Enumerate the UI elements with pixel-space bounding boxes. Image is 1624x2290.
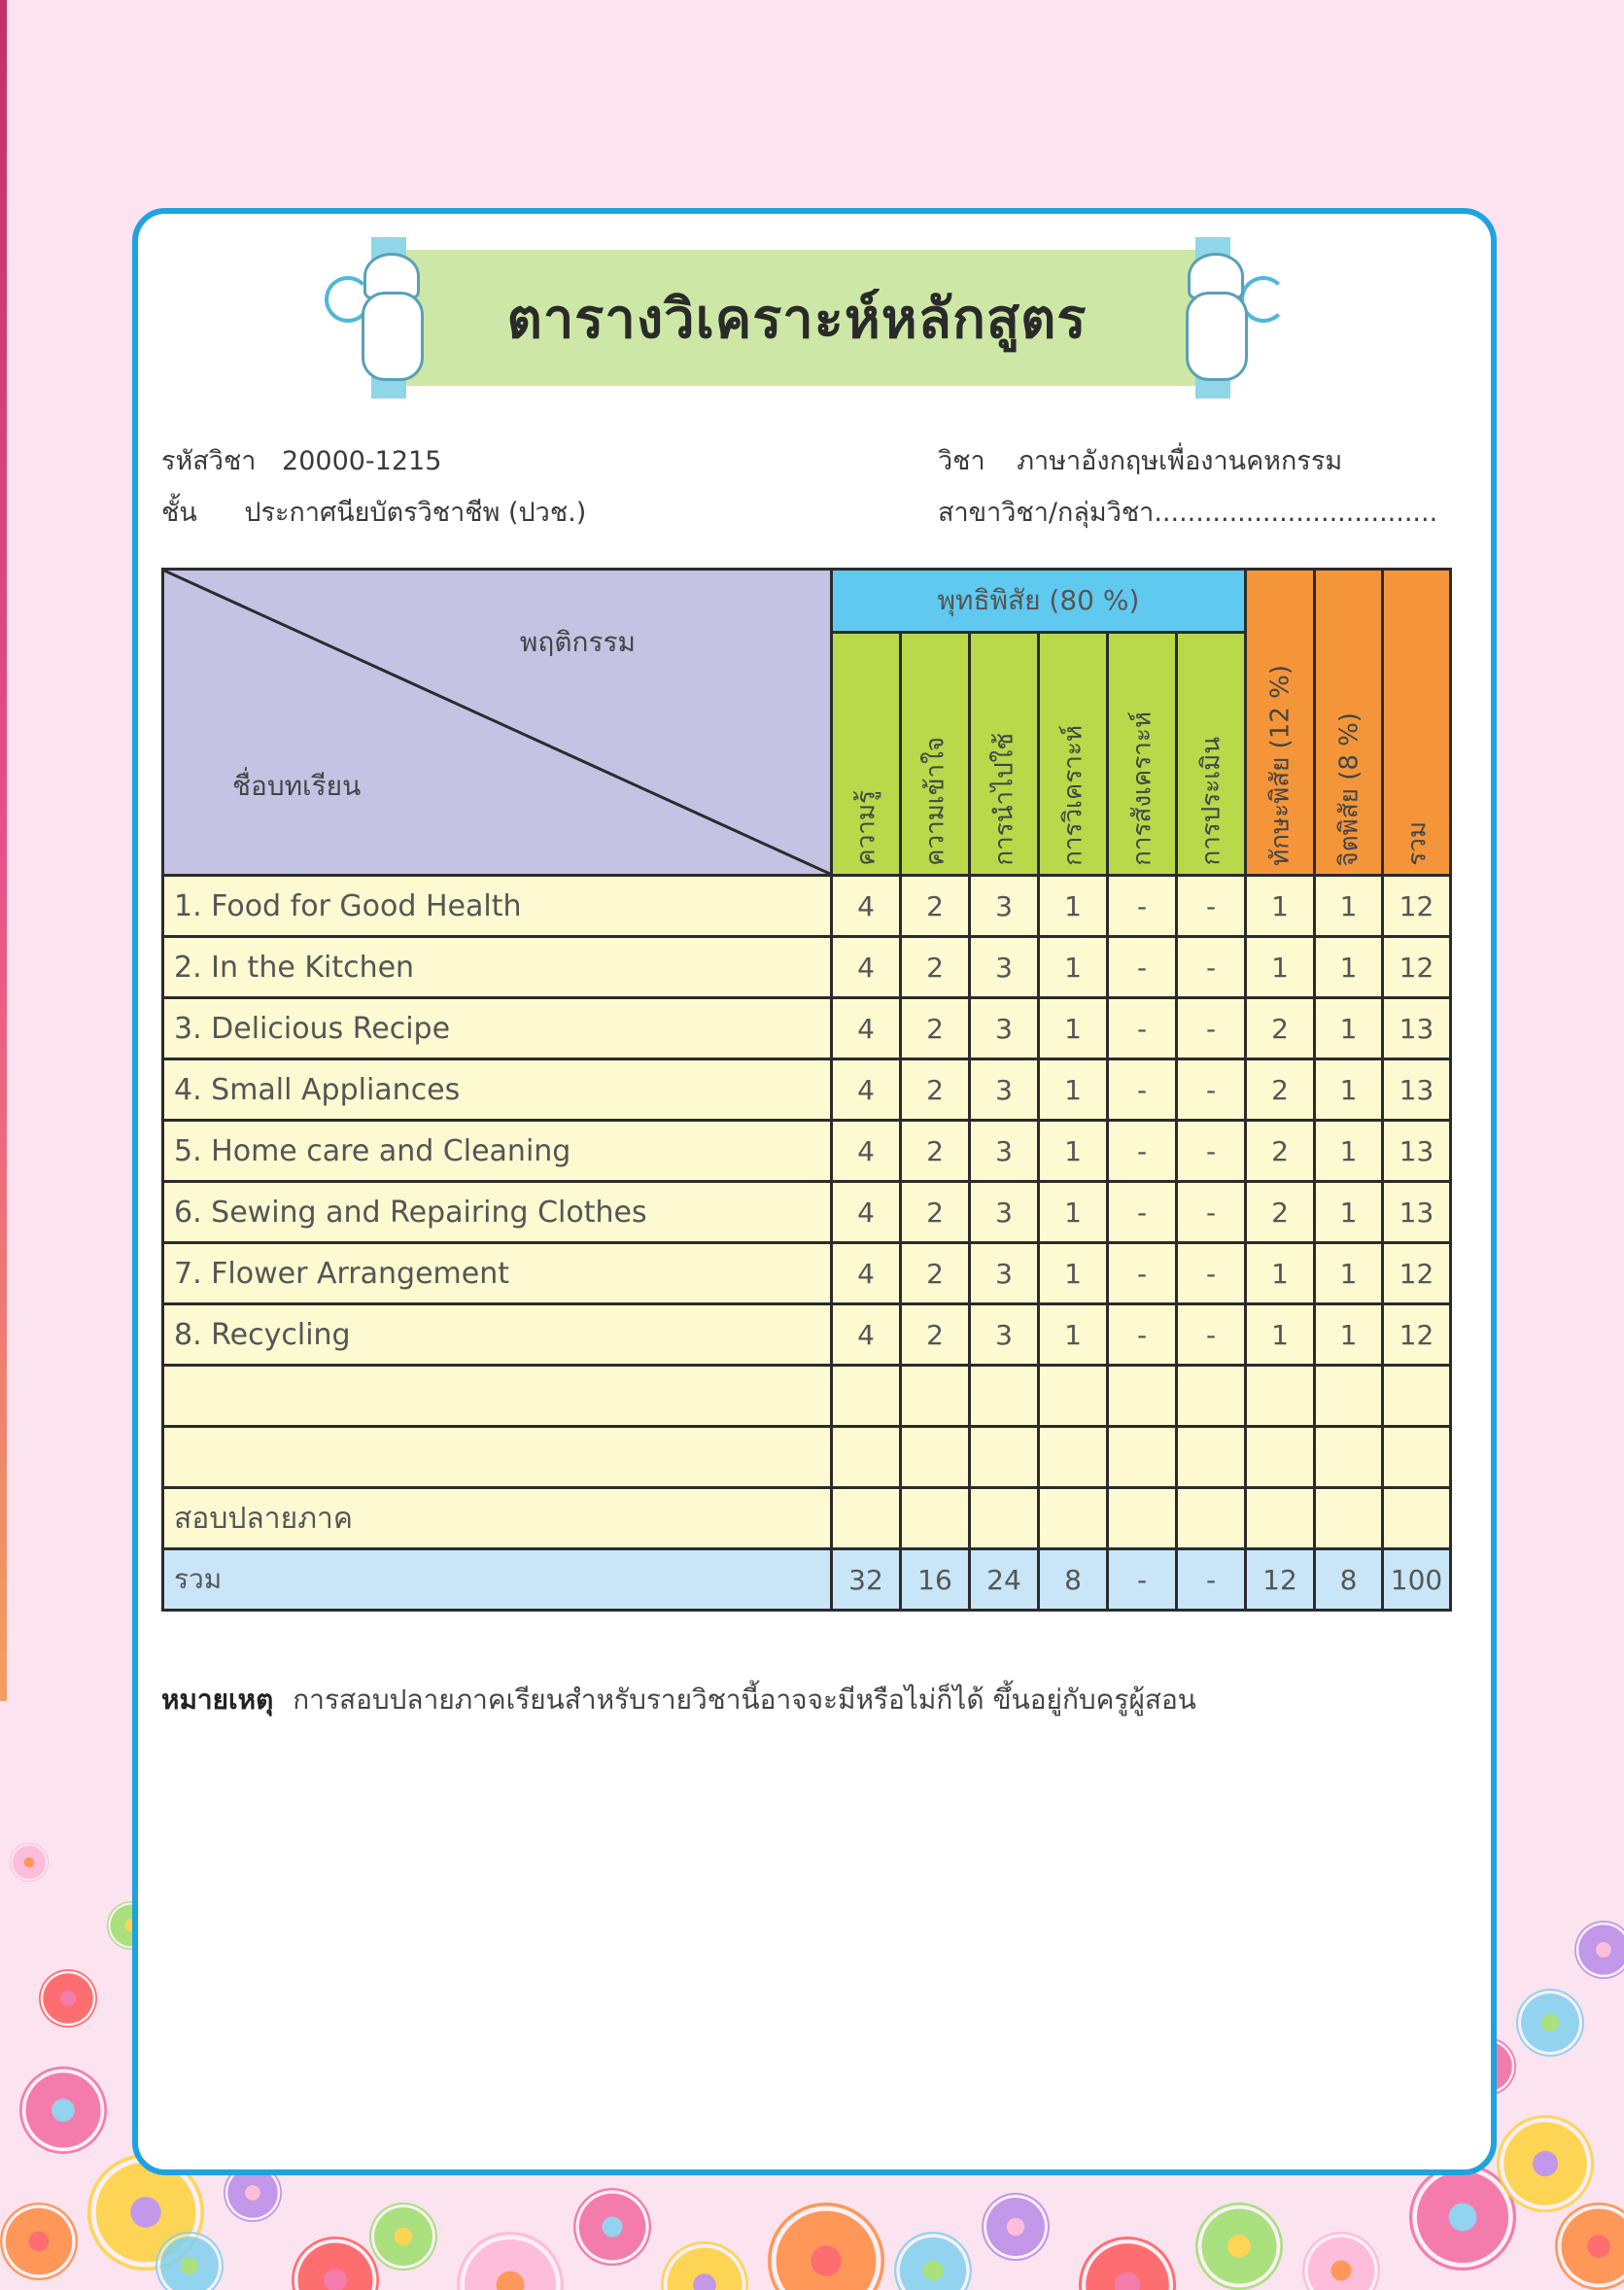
score-cell: 1 bbox=[1315, 998, 1383, 1059]
score-cell: 1 bbox=[1246, 876, 1315, 937]
score-cell: 12 bbox=[1383, 876, 1451, 937]
col-header-comprehension: ความเข้าใจ bbox=[901, 633, 970, 876]
col-header-evaluation: การประเมิน bbox=[1177, 633, 1246, 876]
score-cell bbox=[1108, 1427, 1177, 1488]
score-cell: 1 bbox=[1039, 998, 1108, 1059]
table-row bbox=[163, 1182, 1451, 1243]
score-cell bbox=[1039, 1366, 1108, 1427]
lesson-name bbox=[163, 1366, 832, 1427]
score-cell: 4 bbox=[832, 1243, 901, 1304]
page-title: ตารางวิเคราะห์หลักสูตร bbox=[506, 287, 1088, 351]
score-cell bbox=[1246, 1366, 1315, 1427]
score-cell: 1 bbox=[1039, 1182, 1108, 1243]
score-cell: - bbox=[1108, 998, 1177, 1059]
lesson-name: 4. Small Appliances bbox=[163, 1059, 832, 1121]
footnote bbox=[161, 1679, 1196, 1721]
score-cell: 2 bbox=[901, 1059, 970, 1121]
score-cell: 100 bbox=[1383, 1549, 1451, 1611]
score-cell: 1 bbox=[1315, 1059, 1383, 1121]
table-row bbox=[163, 1059, 1451, 1121]
cognitive-domain-header: พุทธิพิสัย (80 %) bbox=[832, 570, 1246, 633]
table-row bbox=[163, 1366, 1451, 1427]
score-cell: 1 bbox=[1039, 937, 1108, 998]
course-code-label: รหัสวิชา bbox=[161, 446, 257, 476]
table-row bbox=[163, 876, 1451, 937]
score-cell: 2 bbox=[1246, 1059, 1315, 1121]
score-cell: 2 bbox=[901, 1304, 970, 1366]
score-cell: 3 bbox=[970, 998, 1039, 1059]
table-row bbox=[163, 998, 1451, 1059]
score-cell: - bbox=[1108, 1059, 1177, 1121]
score-cell: - bbox=[1108, 937, 1177, 998]
col-header-analysis: การวิเคราะห์ bbox=[1039, 633, 1108, 876]
table-row bbox=[163, 937, 1451, 998]
score-cell: 1 bbox=[1315, 1243, 1383, 1304]
score-cell bbox=[901, 1488, 970, 1549]
score-cell: - bbox=[1108, 1549, 1177, 1611]
score-cell: 4 bbox=[832, 937, 901, 998]
score-cell: 4 bbox=[832, 1059, 901, 1121]
score-cell: 2 bbox=[901, 1121, 970, 1182]
diagonal-divider bbox=[164, 571, 830, 874]
score-cell: 8 bbox=[1315, 1549, 1383, 1611]
col-header-application: การนำไปใช้ bbox=[970, 633, 1039, 876]
score-cell: 13 bbox=[1383, 1182, 1451, 1243]
subject-row bbox=[938, 439, 1342, 481]
score-cell: 1 bbox=[1315, 937, 1383, 998]
behavior-label: พฤติกรรม bbox=[519, 626, 636, 658]
score-cell bbox=[901, 1366, 970, 1427]
total-column-header: รวม bbox=[1383, 570, 1451, 876]
score-cell: 3 bbox=[970, 1182, 1039, 1243]
lesson-name: สอบปลายภาค bbox=[163, 1488, 832, 1549]
lesson-name: 5. Home care and Cleaning bbox=[163, 1121, 832, 1182]
score-cell bbox=[970, 1488, 1039, 1549]
score-cell: - bbox=[1177, 937, 1246, 998]
score-cell bbox=[1246, 1427, 1315, 1488]
flower-shape bbox=[573, 2188, 651, 2266]
flower-shape bbox=[894, 2232, 972, 2290]
score-cell bbox=[1383, 1488, 1451, 1549]
lesson-name: 2. In the Kitchen bbox=[163, 937, 832, 998]
flower-shape bbox=[457, 2232, 564, 2290]
score-cell: 2 bbox=[901, 1243, 970, 1304]
score-cell: 32 bbox=[832, 1549, 901, 1611]
subject-label: วิชา bbox=[938, 446, 985, 476]
lesson-label: ชื่อบทเรียน bbox=[232, 770, 362, 802]
level-label: ชั้น bbox=[161, 498, 197, 528]
branch-row bbox=[938, 491, 1437, 533]
score-cell: 1 bbox=[1315, 1182, 1383, 1243]
lesson-name: 6. Sewing and Repairing Clothes bbox=[163, 1182, 832, 1243]
score-cell: - bbox=[1177, 998, 1246, 1059]
score-cell bbox=[1177, 1366, 1246, 1427]
score-cell: 2 bbox=[901, 937, 970, 998]
flower-shape bbox=[661, 2241, 748, 2290]
score-cell bbox=[1108, 1366, 1177, 1427]
score-cell: 1 bbox=[1039, 1243, 1108, 1304]
score-cell bbox=[901, 1427, 970, 1488]
score-cell: 2 bbox=[901, 876, 970, 937]
col-header-knowledge: ความรู้ bbox=[832, 633, 901, 876]
score-cell: 4 bbox=[832, 1121, 901, 1182]
left-edge-stripe bbox=[0, 0, 7, 1701]
score-cell: - bbox=[1177, 1549, 1246, 1611]
score-cell: 16 bbox=[901, 1549, 970, 1611]
table-row bbox=[163, 1304, 1451, 1366]
score-cell: - bbox=[1177, 1121, 1246, 1182]
flower-shape bbox=[1574, 1921, 1624, 1979]
score-cell: - bbox=[1108, 1182, 1177, 1243]
score-cell bbox=[1177, 1488, 1246, 1549]
footnote-text: การสอบปลายภาคเรียนสำหรับรายวิชานี้อาจจะมีหรือไม่ก็ได้ ขึ้นอยู่กับครูผู้สอน bbox=[293, 1683, 1196, 1716]
score-cell: 1 bbox=[1039, 1121, 1108, 1182]
score-cell: - bbox=[1108, 1304, 1177, 1366]
score-cell: 1 bbox=[1246, 1304, 1315, 1366]
course-code-row bbox=[161, 439, 441, 481]
score-cell: - bbox=[1177, 876, 1246, 937]
score-cell: 1 bbox=[1246, 1243, 1315, 1304]
score-cell: 1 bbox=[1315, 1121, 1383, 1182]
score-cell bbox=[1315, 1488, 1383, 1549]
score-cell: 1 bbox=[1315, 876, 1383, 937]
score-cell: 1 bbox=[1039, 876, 1108, 937]
score-cell: - bbox=[1177, 1304, 1246, 1366]
total-row-label: รวม bbox=[163, 1549, 832, 1611]
flower-shape bbox=[1302, 2232, 1380, 2290]
score-cell: - bbox=[1177, 1182, 1246, 1243]
flower-shape bbox=[0, 2203, 78, 2280]
score-cell: 8 bbox=[1039, 1549, 1108, 1611]
score-cell bbox=[1177, 1427, 1246, 1488]
lesson-name: 3. Delicious Recipe bbox=[163, 998, 832, 1059]
score-cell: 13 bbox=[1383, 998, 1451, 1059]
score-cell bbox=[832, 1366, 901, 1427]
flower-shape bbox=[155, 2232, 224, 2290]
flower-shape bbox=[19, 2066, 107, 2154]
score-cell: 3 bbox=[970, 1304, 1039, 1366]
flower-shape bbox=[1555, 2203, 1624, 2290]
table-row bbox=[163, 1243, 1451, 1304]
level-value: ประกาศนียบัตรวิชาชีพ (ปวช.) bbox=[244, 498, 587, 528]
score-cell: 3 bbox=[970, 1059, 1039, 1121]
course-code-value: 20000-1215 bbox=[282, 446, 442, 476]
score-cell: - bbox=[1108, 876, 1177, 937]
lesson-name bbox=[163, 1427, 832, 1488]
flower-shape bbox=[369, 2203, 437, 2271]
score-cell: 4 bbox=[832, 1182, 901, 1243]
score-cell bbox=[1315, 1366, 1383, 1427]
lesson-name: 7. Flower Arrangement bbox=[163, 1243, 832, 1304]
level-row bbox=[161, 491, 586, 533]
score-cell: 12 bbox=[1383, 1304, 1451, 1366]
score-cell: 2 bbox=[901, 998, 970, 1059]
flower-shape bbox=[982, 2193, 1050, 2261]
score-cell bbox=[970, 1366, 1039, 1427]
table-row bbox=[163, 1488, 1451, 1549]
subject-value: ภาษาอังกฤษเพื่องานคหกรรม bbox=[1017, 446, 1343, 476]
attitude-domain-header: จิตพิสัย (8 %) bbox=[1315, 570, 1383, 876]
score-cell: - bbox=[1108, 1243, 1177, 1304]
score-cell: 2 bbox=[1246, 1121, 1315, 1182]
table-row bbox=[163, 1427, 1451, 1488]
flower-shape bbox=[39, 1969, 97, 2028]
total-row bbox=[163, 1549, 1451, 1611]
flower-shape bbox=[10, 1843, 49, 1882]
lesson-name: 8. Recycling bbox=[163, 1304, 832, 1366]
score-cell: 12 bbox=[1383, 937, 1451, 998]
col-header-synthesis: การสังเคราะห์ bbox=[1108, 633, 1177, 876]
score-cell: 2 bbox=[1246, 1182, 1315, 1243]
flower-shape bbox=[292, 2237, 379, 2290]
skill-domain-header: ทักษะพิสัย (12 %) bbox=[1246, 570, 1315, 876]
score-cell: 1 bbox=[1039, 1059, 1108, 1121]
score-cell: 4 bbox=[832, 876, 901, 937]
score-cell bbox=[1108, 1488, 1177, 1549]
score-cell bbox=[832, 1488, 901, 1549]
score-cell bbox=[1383, 1366, 1451, 1427]
score-cell bbox=[1315, 1427, 1383, 1488]
score-cell: 13 bbox=[1383, 1059, 1451, 1121]
flower-shape bbox=[1516, 1989, 1584, 2057]
score-cell bbox=[1039, 1427, 1108, 1488]
score-cell: - bbox=[1177, 1243, 1246, 1304]
curriculum-analysis-table bbox=[161, 568, 1452, 1612]
score-cell: 2 bbox=[901, 1182, 970, 1243]
score-cell: 1 bbox=[1315, 1304, 1383, 1366]
score-cell bbox=[970, 1427, 1039, 1488]
score-cell: 1 bbox=[1246, 937, 1315, 998]
table-row bbox=[163, 1121, 1451, 1182]
flower-shape bbox=[1497, 2115, 1594, 2212]
score-cell: 12 bbox=[1246, 1549, 1315, 1611]
table-corner-cell bbox=[163, 570, 832, 876]
score-cell bbox=[1246, 1488, 1315, 1549]
flower-shape bbox=[1079, 2237, 1176, 2290]
flower-shape bbox=[768, 2203, 884, 2290]
score-cell: 3 bbox=[970, 876, 1039, 937]
score-cell: 3 bbox=[970, 937, 1039, 998]
score-cell: 13 bbox=[1383, 1121, 1451, 1182]
score-cell: 24 bbox=[970, 1549, 1039, 1611]
score-cell: 3 bbox=[970, 1121, 1039, 1182]
score-cell: 1 bbox=[1039, 1304, 1108, 1366]
score-cell bbox=[1039, 1488, 1108, 1549]
score-cell: 4 bbox=[832, 1304, 901, 1366]
score-cell: 4 bbox=[832, 998, 901, 1059]
score-cell: 2 bbox=[1246, 998, 1315, 1059]
branch-label: สาขาวิชา/กลุ่มวิชา.................................. bbox=[938, 498, 1438, 528]
score-cell: 3 bbox=[970, 1243, 1039, 1304]
flower-shape bbox=[1195, 2203, 1283, 2290]
score-cell bbox=[832, 1427, 901, 1488]
score-cell bbox=[1383, 1427, 1451, 1488]
lesson-name: 1. Food for Good Health bbox=[163, 876, 832, 937]
footnote-label: หมายเหตุ bbox=[161, 1683, 274, 1716]
score-cell: 12 bbox=[1383, 1243, 1451, 1304]
score-cell: - bbox=[1177, 1059, 1246, 1121]
score-cell: - bbox=[1108, 1121, 1177, 1182]
